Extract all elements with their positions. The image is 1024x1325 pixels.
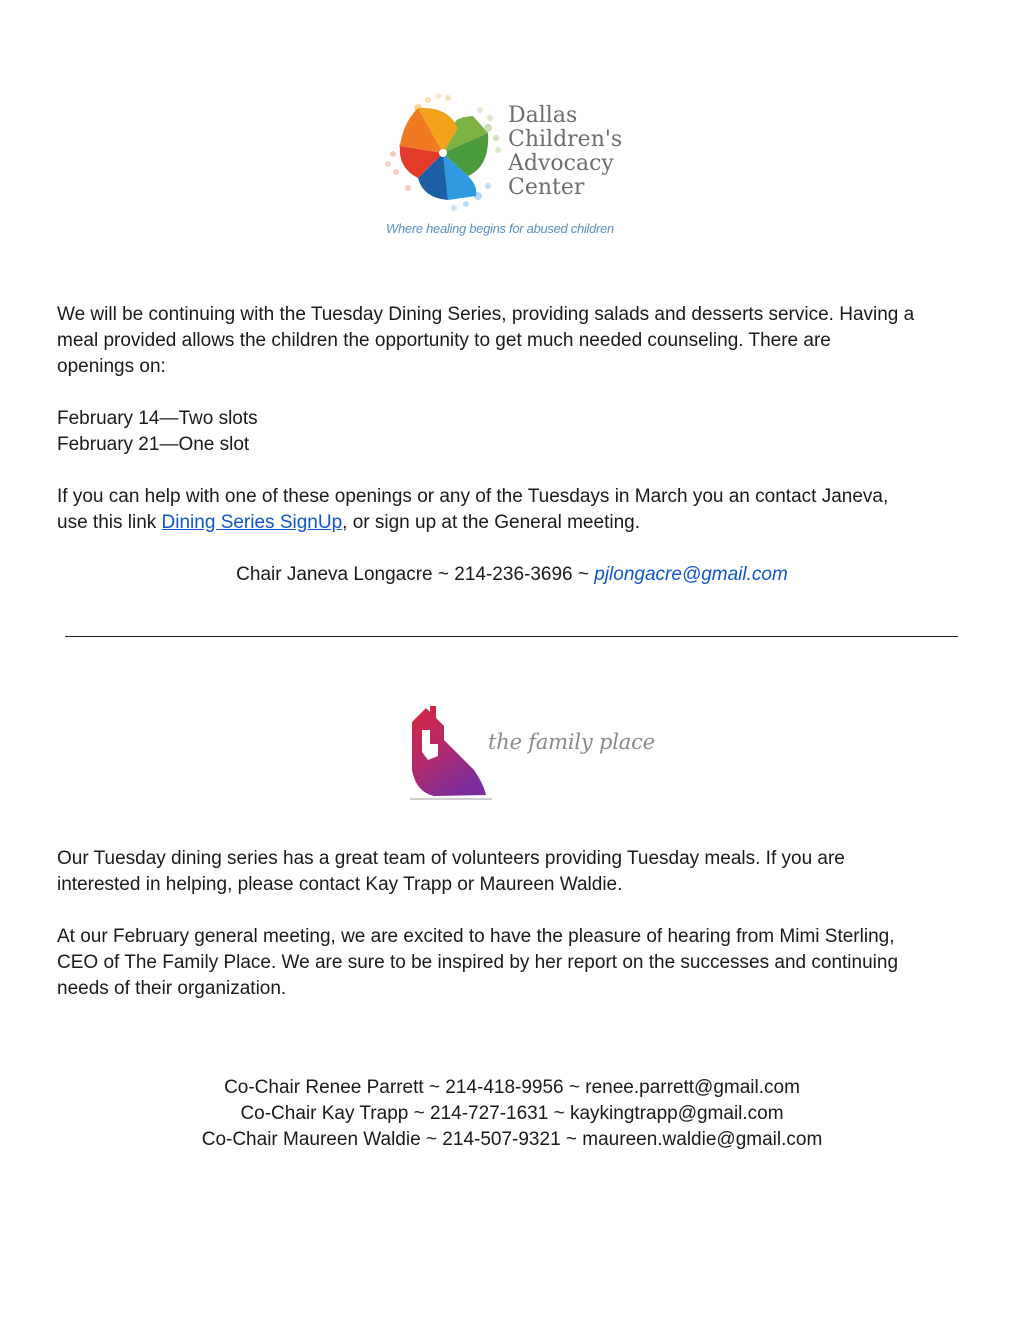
pinwheel-icon [378,88,508,218]
fp-volunteer-line: Our Tuesday dining series has a great team of volunteers providing Tuesday meals. If you are [57,848,845,869]
dcac-organization-name: Dallas Children's Advocacy Center [508,103,623,200]
fp-meeting-line: needs of their organization. [57,978,287,999]
fp-meeting-line: CEO of The Family Place. We are sure to be inspired by her report on the successes and continuing [57,952,899,973]
help-text-before-link: use this link [57,512,162,533]
fp-meeting-paragraph [57,924,972,1002]
chair-contact-line [0,562,1024,588]
dcac-intro-line: openings on: [57,356,166,377]
dining-series-signup-link[interactable]: Dining Series SignUp [161,512,343,533]
cochair-contact-line: Co-Chair Renee Parrett ~ 214-418-9956 ~ renee.parrett@gmail.com [224,1077,800,1098]
house-heart-icon [404,700,494,805]
opening-item: February 14—Two slots [57,408,258,429]
dcac-intro-paragraph [57,302,972,380]
help-line [57,510,972,536]
family-place-name: the family place [488,730,655,754]
dcac-tagline: Where healing begins for abused children [386,221,614,236]
fp-volunteer-line: interested in helping, please contact Kay Trapp or Maureen Waldie. [57,874,623,895]
section-divider [65,636,958,637]
cochair-contact-line: Co-Chair Kay Trapp ~ 214-727-1631 ~ kaykingtrapp@gmail.com [240,1103,784,1124]
chair-contact-text: Chair Janeva Longacre ~ 214-236-3696 ~ [236,564,595,585]
openings-list [57,406,972,458]
dcac-intro-line: We will be continuing with the Tuesday Dining Series, providing salads and desserts service. Having a [57,304,915,325]
chair-email-link[interactable]: pjlongacre@gmail.com [594,564,788,585]
dcac-logo [378,88,650,240]
dcac-intro-line: meal provided allows the children the opportunity to get much needed counseling. There are [57,330,831,351]
fp-meeting-line: At our February general meeting, we are excited to have the pleasure of hearing from Mimi Sterling, [57,926,895,947]
family-place-logo [404,700,666,805]
help-line: If you can help with one of these openings or any of the Tuesdays in March you an contact Janeva, [57,486,889,507]
help-paragraph [57,484,972,536]
help-text-after-link: , or sign up at the General meeting. [342,512,640,533]
cochair-contact-line: Co-Chair Maureen Waldie ~ 214-507-9321 ~ maureen.waldie@gmail.com [201,1129,823,1150]
opening-item: February 21—One slot [57,434,250,455]
fp-volunteer-paragraph [57,846,972,898]
